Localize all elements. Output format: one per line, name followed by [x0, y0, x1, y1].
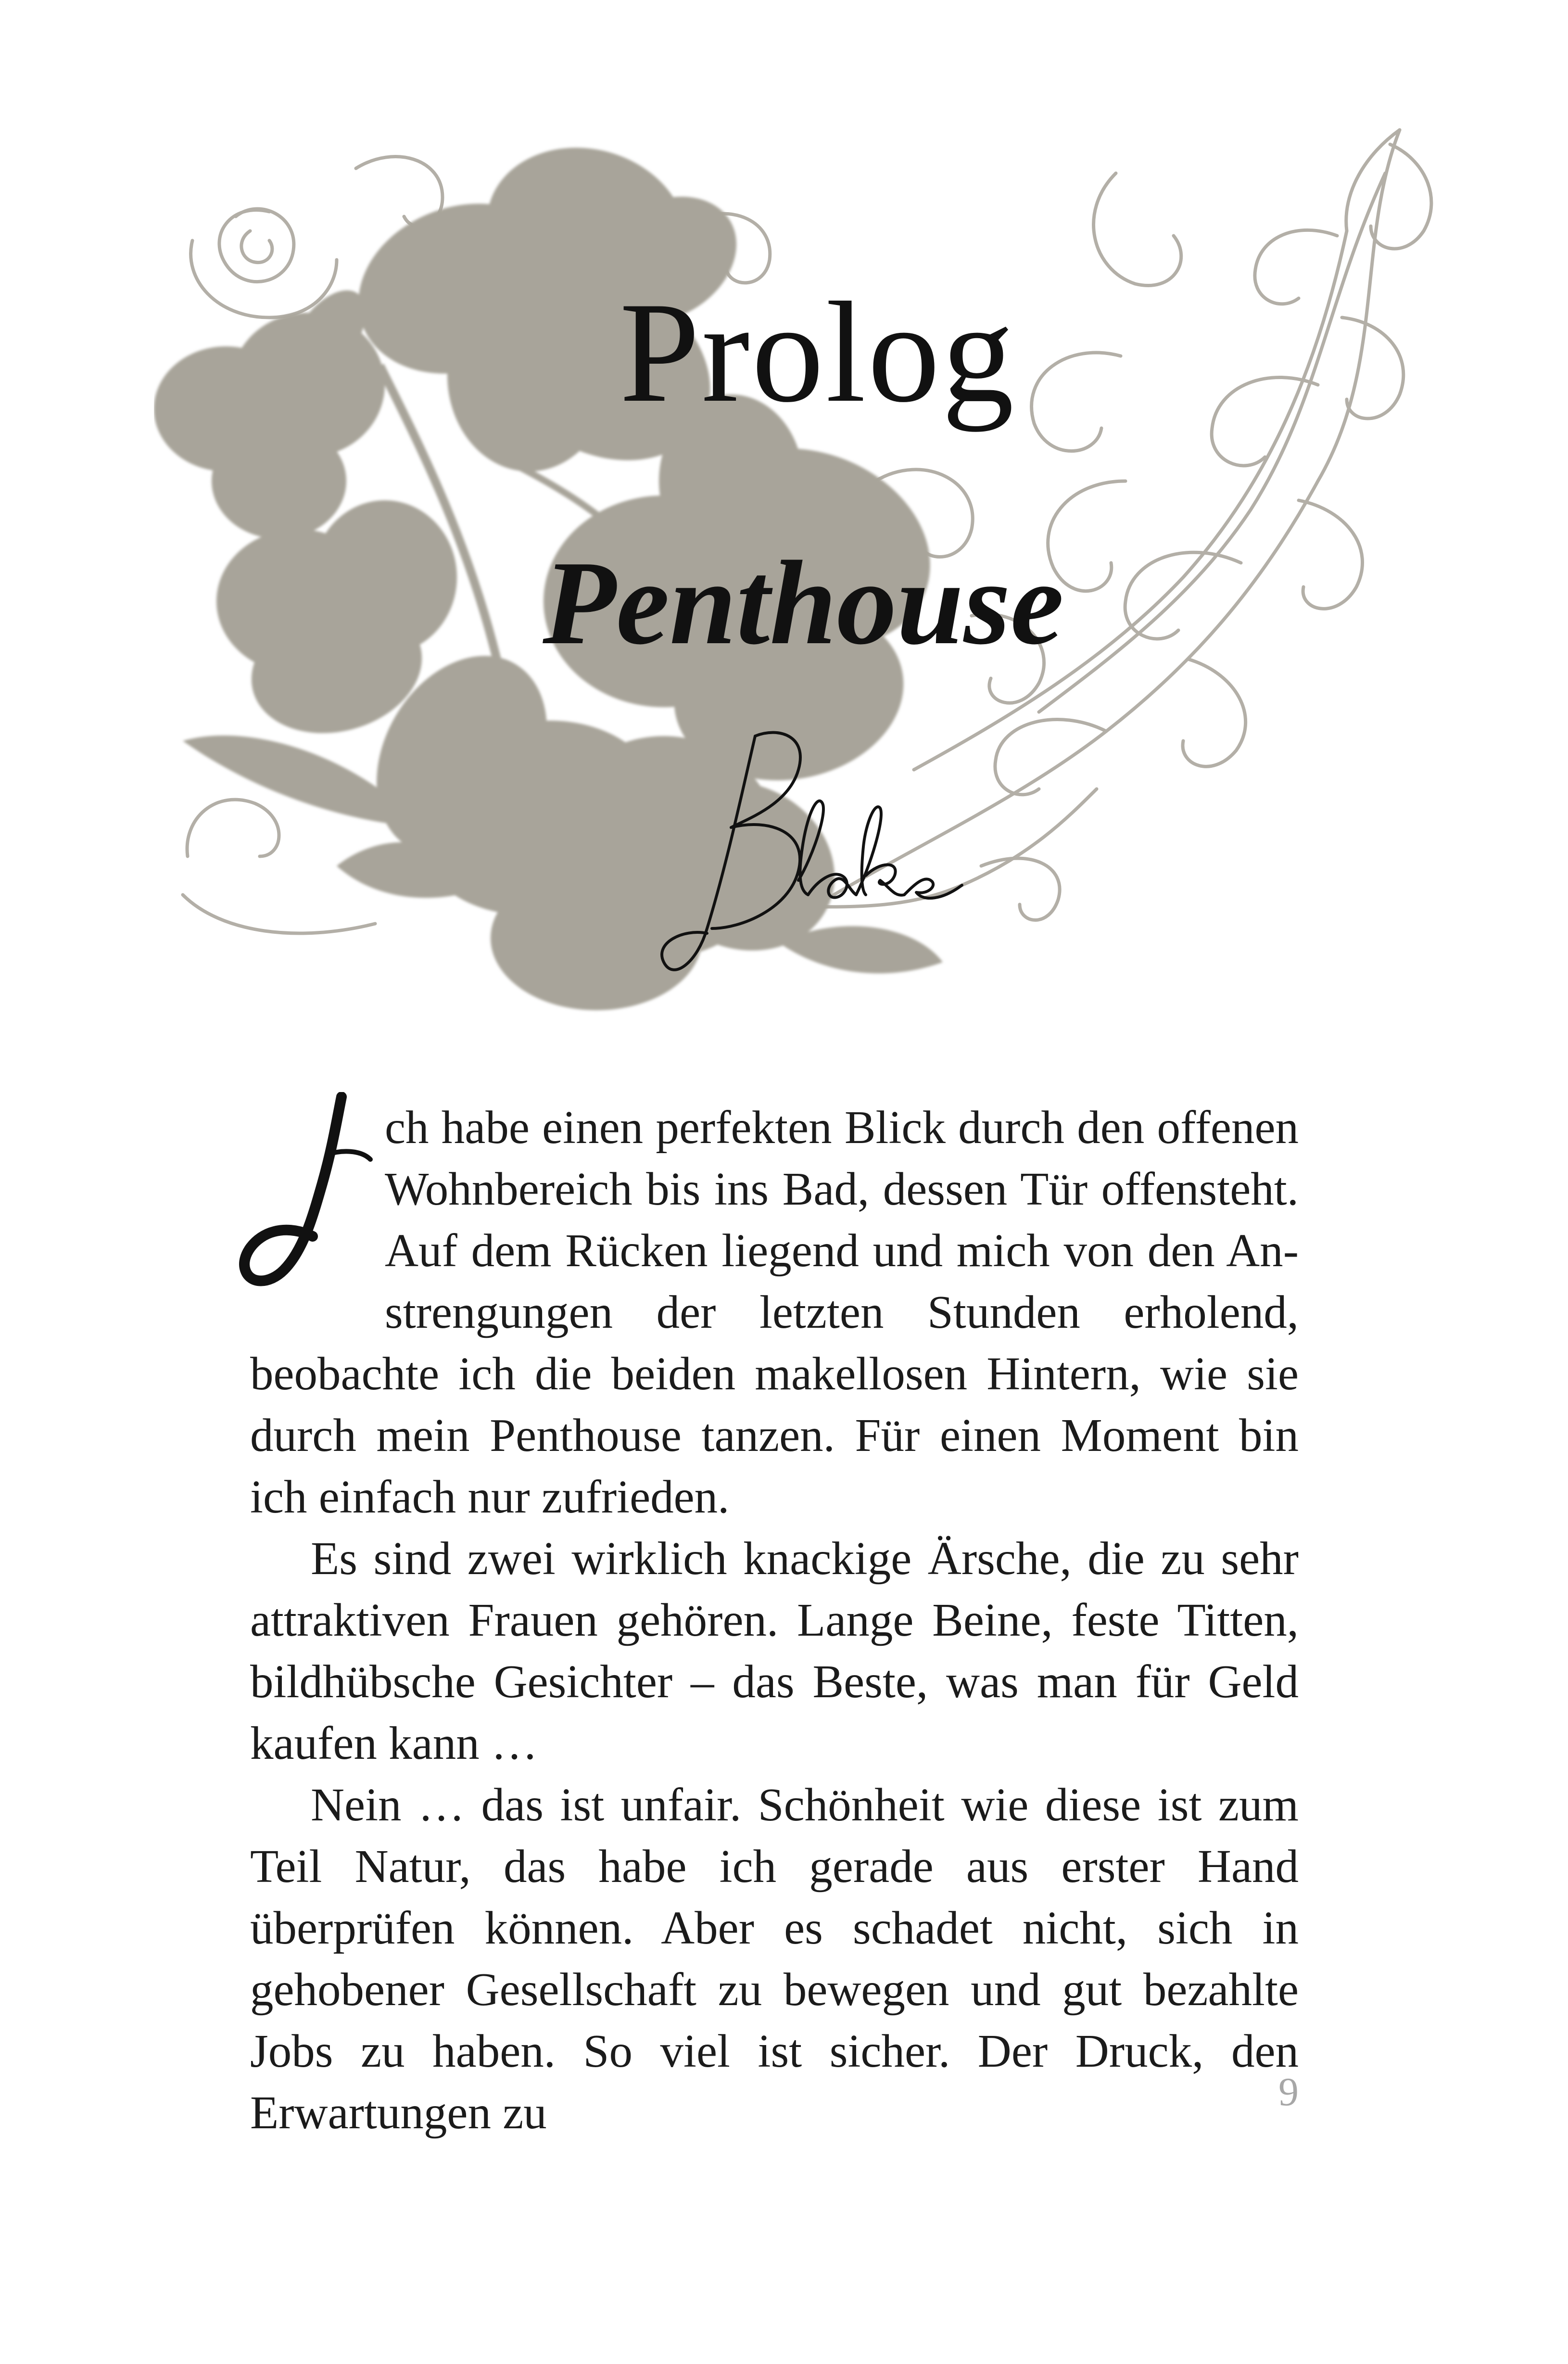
drop-cap-letter [231, 1092, 375, 1294]
paragraph-2: Es sind zwei wirklich knackige Ärsche, die zu sehr attraktiven Frauen gehören. Lange Beine, feste Titten, bildhübsche Gesichter – das Beste, was man für Geld kaufen kann … [250, 1533, 1299, 1769]
paragraph-1-text: ch habe einen perfekten Blick durch den offenen Wohnbereich bis ins Bad, dessen Tür offensteht. Auf dem Rücken liegend und mich von den Anstrengungen der letzten Stunden erholend, beobachte ich die beiden makellosen Hintern, wie sie durch mein Penthouse tanzen. Für einen Moment bin ich einfach nur zufrieden. [250, 1102, 1299, 1523]
body-text [250, 1097, 1299, 2144]
paragraph-1 [250, 1097, 1299, 1528]
chapter-title: Prolog [619, 272, 1016, 432]
paragraph-3: Nein … das ist unfair. Schönheit wie diese ist zum Teil Natur, das habe ich gerade aus erster Hand überprüfen können. Aber es schadet nicht, sich in gehobener Gesellschaft zu bewegen und gut bezahlte Jobs zu haben. So viel ist sicher. Der Druck, den Erwartungen zu [250, 1779, 1299, 2138]
narrator-signature-blake [654, 722, 972, 991]
chapter-subtitle: Penthouse [543, 536, 1064, 670]
page-number: 9 [1278, 2070, 1299, 2114]
